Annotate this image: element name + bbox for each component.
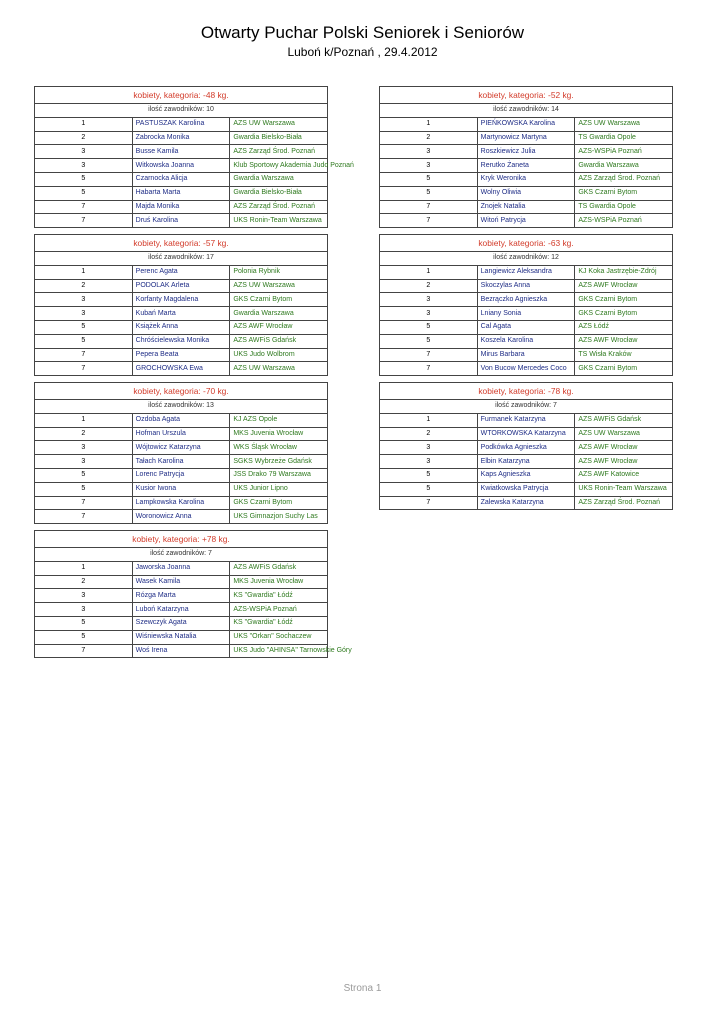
table-row [35, 186, 328, 200]
table-row [380, 348, 673, 362]
place-cell: 3 [380, 145, 478, 159]
category-table [379, 382, 673, 510]
results-table [379, 86, 673, 228]
place-cell: 3 [35, 145, 133, 159]
document-title: Otwarty Puchar Polski Seniorek i Seniorów [200, 23, 525, 42]
competitor-name: Pepera Beata [132, 348, 230, 362]
category-heading: kobiety, kategoria: -48 kg. [35, 87, 328, 104]
place-cell: 5 [35, 482, 133, 496]
club-name: AZS Łódź [575, 320, 673, 334]
place-cell: 5 [35, 320, 133, 334]
club-name: UKS Ronin-Team Warszawa [575, 482, 673, 496]
place-cell: 2 [380, 131, 478, 145]
competitor-name: Witkowska Joanna [132, 159, 230, 173]
table-row [380, 482, 673, 496]
place-cell: 2 [35, 575, 133, 589]
competitor-name: Czarnocka Alicja [132, 172, 230, 186]
club-name: AZS AWFiS Gdańsk [575, 413, 673, 427]
competitor-name: Książek Anna [132, 320, 230, 334]
table-row [380, 427, 673, 441]
category-table [34, 382, 328, 524]
club-name: AZS AWFiS Gdańsk [230, 561, 328, 575]
competitor-name: Skoczylas Anna [477, 279, 575, 293]
competitor-name: Mirus Barbara [477, 348, 575, 362]
competitor-name: Woronowicz Anna [132, 510, 230, 524]
competitor-count: ilość zawodników: 14 [380, 104, 673, 118]
table-row [35, 117, 328, 131]
competitor-count: ilość zawodników: 13 [35, 400, 328, 414]
competitor-name: Hofman Urszula [132, 427, 230, 441]
table-row [35, 362, 328, 376]
club-name: GKS Czarni Bytom [230, 496, 328, 510]
competitor-name: PIEŃKOWSKA Karolina [477, 117, 575, 131]
club-name: UKS Gimnazjon Suchy Las [230, 510, 328, 524]
document-subtitle: Luboń k/Poznań , 29.4.2012 [287, 45, 438, 59]
competitor-name: Wasek Kamila [132, 575, 230, 589]
competitor-name: Cal Agata [477, 320, 575, 334]
competitor-name: Perenc Agata [132, 265, 230, 279]
place-cell: 7 [35, 496, 133, 510]
category-heading: kobiety, kategoria: -70 kg. [35, 383, 328, 400]
place-cell: 1 [35, 265, 133, 279]
club-name: AZS-WSPiA Poznań [575, 145, 673, 159]
place-cell: 5 [35, 186, 133, 200]
place-cell: 5 [35, 630, 133, 644]
place-cell: 5 [380, 334, 478, 348]
page-number: Strona 1 [343, 983, 382, 994]
club-name: Gwardia Warszawa [575, 159, 673, 173]
competitor-name: Szewczyk Agata [132, 616, 230, 630]
place-cell: 5 [380, 482, 478, 496]
table-row [35, 616, 328, 630]
place-cell: 7 [35, 510, 133, 524]
table-row [35, 644, 328, 658]
competitor-count: ilość zawodników: 7 [35, 548, 328, 562]
club-name: AZS AWF Wrocław [575, 334, 673, 348]
table-row [35, 427, 328, 441]
place-cell: 7 [380, 348, 478, 362]
place-cell: 3 [35, 307, 133, 321]
table-row [35, 441, 328, 455]
competitor-name: Bezrączko Agnieszka [477, 293, 575, 307]
competitor-name: Korfanty Magdalena [132, 293, 230, 307]
place-cell: 7 [35, 644, 133, 658]
competitor-name: Von Bucow Mercedes Coco [477, 362, 575, 376]
table-row [380, 362, 673, 376]
competitor-count: ilość zawodników: 12 [380, 252, 673, 266]
club-name: AZS UW Warszawa [230, 279, 328, 293]
club-name: KS "Gwardia" Łódź [230, 589, 328, 603]
category-heading: kobiety, kategoria: -57 kg. [35, 235, 328, 252]
table-row [35, 589, 328, 603]
competitor-name: Rerutko Żaneta [477, 159, 575, 173]
results-table [34, 530, 352, 658]
club-name: UKS Ronin-Team Warszawa [230, 214, 328, 228]
place-cell: 5 [380, 172, 478, 186]
place-cell: 1 [380, 265, 478, 279]
table-row [35, 172, 328, 186]
table-row [380, 320, 673, 334]
club-name: Klub Sportowy Akademia Judo Poznań [230, 159, 328, 173]
club-name: UKS "Orkan" Sochaczew [230, 630, 328, 644]
table-row [380, 441, 673, 455]
competitor-name: Wójtowicz Katarzyna [132, 441, 230, 455]
competitor-name: GROCHOWSKA Ewa [132, 362, 230, 376]
club-name: AZS Zarząd Środ. Poznań [230, 200, 328, 214]
competitor-name: Majda Monika [132, 200, 230, 214]
competitor-name: Podkówka Agnieszka [477, 441, 575, 455]
competitor-name: Roszkiewicz Julia [477, 145, 575, 159]
category-table [34, 86, 354, 228]
place-cell: 3 [380, 441, 478, 455]
competitor-name: Tałach Karolina [132, 455, 230, 469]
club-name: AZS Zarząd Środ. Poznań [230, 145, 328, 159]
competitor-name: Witoń Patrycja [477, 214, 575, 228]
club-name: KS "Gwardia" Łódź [230, 616, 328, 630]
club-name: Gwardia Bielsko-Biała [230, 186, 328, 200]
table-row [380, 117, 673, 131]
club-name: GKS Czarni Bytom [575, 293, 673, 307]
place-cell: 1 [380, 413, 478, 427]
table-row [35, 307, 328, 321]
place-cell: 1 [380, 117, 478, 131]
club-name: AZS AWF Wrocław [575, 279, 673, 293]
place-cell: 2 [35, 131, 133, 145]
table-row [380, 172, 673, 186]
competitor-name: Elbin Katarzyna [477, 455, 575, 469]
competitor-name: Kubań Marta [132, 307, 230, 321]
table-row [35, 265, 328, 279]
club-name: KJ AZS Opole [230, 413, 328, 427]
place-cell: 5 [35, 334, 133, 348]
place-cell: 1 [35, 413, 133, 427]
table-row [35, 561, 328, 575]
table-row [35, 575, 328, 589]
club-name: UKS Judo "AHINSA" Tarnowskie Góry [230, 644, 328, 658]
club-name: WKS Śląsk Wrocław [230, 441, 328, 455]
club-name: Polonia Rybnik [230, 265, 328, 279]
club-name: UKS Judo Wolbrom [230, 348, 328, 362]
table-row [35, 200, 328, 214]
table-row [35, 455, 328, 469]
category-table [34, 234, 328, 376]
competitor-name: Kusior Iwona [132, 482, 230, 496]
place-cell: 3 [380, 159, 478, 173]
competitor-name: Wiśniewska Natalia [132, 630, 230, 644]
place-cell: 3 [380, 307, 478, 321]
table-row [35, 279, 328, 293]
club-name: AZS UW Warszawa [575, 117, 673, 131]
competitor-name: PASTUSZAK Karolina [132, 117, 230, 131]
place-cell: 3 [35, 293, 133, 307]
competitor-name: WTORKOWSKA Katarzyna [477, 427, 575, 441]
competitor-count: ilość zawodników: 7 [380, 400, 673, 414]
club-name: AZS UW Warszawa [575, 427, 673, 441]
table-row [35, 510, 328, 524]
club-name: JSS Drako 79 Warszawa [230, 468, 328, 482]
club-name: AZS AWF Wrocław [575, 441, 673, 455]
club-name: TS Gwardia Opole [575, 131, 673, 145]
club-name: SGKS Wybrzeże Gdańsk [230, 455, 328, 469]
competitor-count: ilość zawodników: 10 [35, 104, 328, 118]
club-name: AZS AWFiS Gdańsk [230, 334, 328, 348]
table-row [35, 468, 328, 482]
competitor-name: Ozdoba Agata [132, 413, 230, 427]
competitor-name: Busse Kamila [132, 145, 230, 159]
club-name: AZS UW Warszawa [230, 117, 328, 131]
club-name: AZS-WSPiA Poznań [230, 603, 328, 617]
table-row [35, 320, 328, 334]
table-row [380, 186, 673, 200]
table-row [380, 496, 673, 510]
competitor-name: Wolny Oliwia [477, 186, 575, 200]
competitor-name: Martynowicz Martyna [477, 131, 575, 145]
club-name: TS Gwardia Opole [575, 200, 673, 214]
competitor-name: Zalewska Katarzyna [477, 496, 575, 510]
place-cell: 5 [380, 320, 478, 334]
place-cell: 2 [380, 427, 478, 441]
category-heading: kobiety, kategoria: -78 kg. [380, 383, 673, 400]
place-cell: 7 [380, 496, 478, 510]
place-cell: 3 [35, 159, 133, 173]
club-name: AZS Zarząd Środ. Poznań [575, 496, 673, 510]
place-cell: 3 [35, 603, 133, 617]
table-row [380, 455, 673, 469]
competitor-name: Zabrocka Monika [132, 131, 230, 145]
club-name: AZS AWF Wrocław [575, 455, 673, 469]
competitor-name: Chróścielewska Monika [132, 334, 230, 348]
competitor-name: Furmanek Katarzyna [477, 413, 575, 427]
table-row [35, 159, 328, 173]
place-cell: 3 [35, 589, 133, 603]
club-name: TS Wisła Kraków [575, 348, 673, 362]
club-name: AZS Zarząd Środ. Poznań [575, 172, 673, 186]
table-row [380, 214, 673, 228]
table-row [35, 413, 328, 427]
place-cell: 5 [380, 468, 478, 482]
place-cell: 3 [35, 455, 133, 469]
table-row [35, 145, 328, 159]
results-table [379, 234, 673, 376]
table-row [35, 630, 328, 644]
competitor-name: PODOLAK Arleta [132, 279, 230, 293]
table-row [380, 293, 673, 307]
place-cell: 7 [380, 362, 478, 376]
table-row [380, 265, 673, 279]
competitor-name: Langiewicz Aleksandra [477, 265, 575, 279]
category-heading: kobiety, kategoria: -63 kg. [380, 235, 673, 252]
club-name: Gwardia Bielsko-Biała [230, 131, 328, 145]
place-cell: 5 [35, 172, 133, 186]
club-name: Gwardia Warszawa [230, 307, 328, 321]
club-name: KJ Koka Jastrzębie-Zdrój [575, 265, 673, 279]
category-heading: kobiety, kategoria: +78 kg. [35, 531, 328, 548]
table-row [380, 468, 673, 482]
competitor-name: Lampkowska Karolina [132, 496, 230, 510]
table-row [35, 482, 328, 496]
place-cell: 1 [35, 117, 133, 131]
club-name: AZS UW Warszawa [230, 362, 328, 376]
category-table [379, 234, 673, 376]
table-row [35, 348, 328, 362]
club-name: MKS Juvenia Wrocław [230, 575, 328, 589]
competitor-name: Woś Irena [132, 644, 230, 658]
place-cell: 7 [35, 348, 133, 362]
place-cell: 7 [380, 200, 478, 214]
results-table [34, 86, 354, 228]
place-cell: 1 [35, 561, 133, 575]
place-cell: 7 [35, 214, 133, 228]
competitor-name: Lniany Sonia [477, 307, 575, 321]
table-row [380, 334, 673, 348]
table-row [35, 293, 328, 307]
table-row [35, 603, 328, 617]
competitor-name: Znojek Natalia [477, 200, 575, 214]
competitor-name: Kaps Agnieszka [477, 468, 575, 482]
place-cell: 5 [380, 186, 478, 200]
category-heading: kobiety, kategoria: -52 kg. [380, 87, 673, 104]
results-table [34, 234, 328, 376]
place-cell: 7 [380, 214, 478, 228]
table-row [35, 214, 328, 228]
competitor-name: Kryk Weronika [477, 172, 575, 186]
competitor-name: Lorenc Patrycja [132, 468, 230, 482]
results-table [379, 382, 673, 510]
table-row [380, 145, 673, 159]
competitor-name: Habarta Marta [132, 186, 230, 200]
place-cell: 5 [35, 616, 133, 630]
club-name: AZS-WSPiA Poznań [575, 214, 673, 228]
club-name: GKS Czarni Bytom [575, 186, 673, 200]
club-name: GKS Czarni Bytom [230, 293, 328, 307]
competitor-name: Jaworska Joanna [132, 561, 230, 575]
table-row [380, 159, 673, 173]
competitor-name: Kwiatkowska Patrycja [477, 482, 575, 496]
competitor-name: Druś Karolina [132, 214, 230, 228]
place-cell: 2 [35, 427, 133, 441]
competitor-name: Koszela Karolina [477, 334, 575, 348]
place-cell: 2 [380, 279, 478, 293]
table-row [380, 307, 673, 321]
category-table [379, 86, 673, 228]
competitor-count: ilość zawodników: 17 [35, 252, 328, 266]
table-row [380, 279, 673, 293]
place-cell: 5 [35, 468, 133, 482]
club-name: UKS Junior Lipno [230, 482, 328, 496]
place-cell: 2 [35, 279, 133, 293]
place-cell: 3 [380, 455, 478, 469]
table-row [380, 413, 673, 427]
place-cell: 7 [35, 362, 133, 376]
place-cell: 3 [35, 441, 133, 455]
competitor-name: Luboń Katarzyna [132, 603, 230, 617]
results-table [34, 382, 328, 524]
table-row [380, 131, 673, 145]
club-name: Gwardia Warszawa [230, 172, 328, 186]
place-cell: 7 [35, 200, 133, 214]
place-cell: 3 [380, 293, 478, 307]
table-row [35, 334, 328, 348]
category-table [34, 530, 352, 658]
club-name: GKS Czarni Bytom [575, 362, 673, 376]
club-name: AZS AWF Katowice [575, 468, 673, 482]
table-row [35, 131, 328, 145]
table-row [35, 496, 328, 510]
club-name: AZS AWF Wrocław [230, 320, 328, 334]
competitor-name: Rózga Marta [132, 589, 230, 603]
table-row [380, 200, 673, 214]
club-name: GKS Czarni Bytom [575, 307, 673, 321]
club-name: MKS Juvenia Wrocław [230, 427, 328, 441]
